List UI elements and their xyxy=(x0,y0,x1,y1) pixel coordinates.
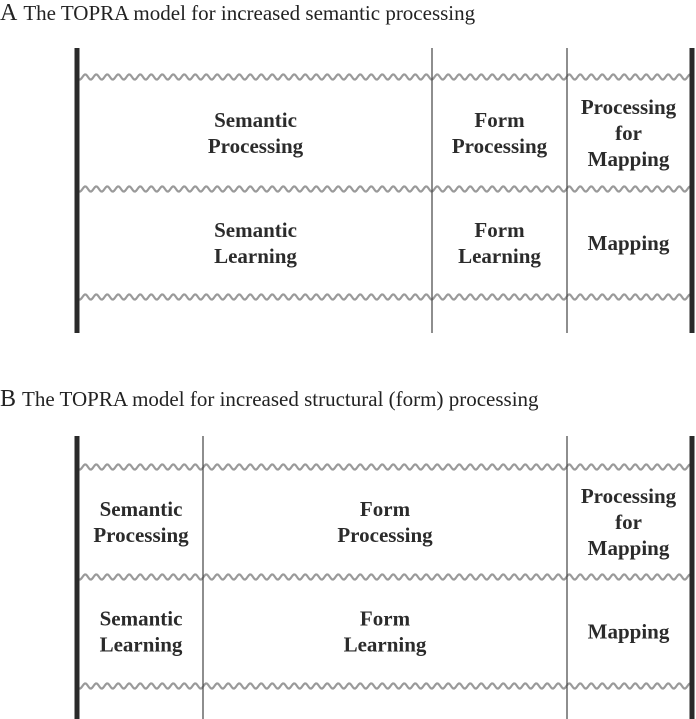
panel-a-cell-processing-for-mapping-line-2: for xyxy=(615,121,642,145)
panel-b-cell-semantic-processing-line-1: Semantic xyxy=(99,497,183,521)
panel-b-cell-semantic-learning xyxy=(100,607,183,657)
panel-b-cell-semantic-processing xyxy=(93,497,189,547)
panel-b-wavy-line-3 xyxy=(77,683,692,688)
panel-a-cell-form-learning-line-1: Form xyxy=(474,218,525,242)
panel-b-cell-mapping xyxy=(588,620,670,644)
panel-a-cell-semantic-processing-line-2: Processing xyxy=(207,134,304,158)
panel-b-diagram xyxy=(0,436,696,719)
panel-a-cell-form-learning-line-2: Learning xyxy=(458,244,541,268)
panel-a-cell-form-processing-line-1: Form xyxy=(474,108,525,132)
panel-b-cell-mapping-line-1: Mapping xyxy=(587,619,670,644)
panel-a-cell-semantic-learning xyxy=(214,218,297,268)
panel-b-cell-form-processing-line-2: Processing xyxy=(337,523,433,547)
panel-a-cell-semantic-processing-line-1: Semantic xyxy=(214,108,297,132)
panel-a-title xyxy=(0,0,475,27)
panel-b-cell-processing-for-mapping-line-2: for xyxy=(615,510,642,534)
panel-a-cell-processing-for-mapping-line-1: Processing xyxy=(580,95,677,119)
panel-b-cell-form-processing xyxy=(337,497,433,547)
panel-b-cell-form-processing-line-1: Form xyxy=(359,497,411,521)
panel-b-cell-processing-for-mapping-line-1: Processing xyxy=(580,484,677,508)
panel-b-cell-semantic-learning-line-2: Learning xyxy=(99,632,183,657)
panel-b-cell-form-learning-line-1: Form xyxy=(359,606,411,631)
panel-b-letter: B xyxy=(0,386,17,412)
panel-a-labels xyxy=(208,95,677,268)
panel-b-wavy-line-2 xyxy=(77,574,692,579)
panel-a-wavy-line-1 xyxy=(77,74,692,79)
panel-b-cell-form-learning xyxy=(344,607,427,657)
panel-b-labels xyxy=(93,484,676,657)
panel-a-cell-semantic-learning-line-2: Learning xyxy=(214,244,297,268)
panel-b-title xyxy=(0,386,539,413)
panel-a-letter: A xyxy=(0,0,18,26)
panel-a-wavy-line-2 xyxy=(77,186,692,191)
panel-a-diagram xyxy=(0,48,696,333)
panel-a-cell-form-processing-line-2: Processing xyxy=(451,134,548,158)
panel-a-cell-form-learning xyxy=(458,218,541,268)
panel-a-cell-processing-for-mapping-line-3: Mapping xyxy=(587,147,670,171)
panel-b-cell-processing-for-mapping-line-3: Mapping xyxy=(587,536,670,560)
panel-a-cell-mapping-line-1: Mapping xyxy=(587,231,670,255)
panel-b-cell-processing-for-mapping xyxy=(581,484,677,560)
panel-a-cell-processing-for-mapping xyxy=(581,95,677,171)
panel-b-title-text: The TOPRA model for increased structural (form) processing xyxy=(22,387,539,411)
panel-b-cell-semantic-processing-line-2: Processing xyxy=(93,523,189,547)
panel-b-wavy-line-1 xyxy=(77,464,692,469)
panel-a-title-text: The TOPRA model for increased semantic processing xyxy=(23,1,476,25)
panel-b-cell-form-learning-line-2: Learning xyxy=(343,632,427,657)
panel-a-cell-semantic-learning-line-1: Semantic xyxy=(214,218,297,242)
panel-a-cell-mapping xyxy=(588,231,670,255)
panel-a-wavy-line-3 xyxy=(77,294,692,299)
panel-a-cell-form-processing xyxy=(452,108,548,158)
panel-a-cell-semantic-processing xyxy=(208,108,304,158)
panel-b-cell-semantic-learning-line-1: Semantic xyxy=(99,606,183,631)
